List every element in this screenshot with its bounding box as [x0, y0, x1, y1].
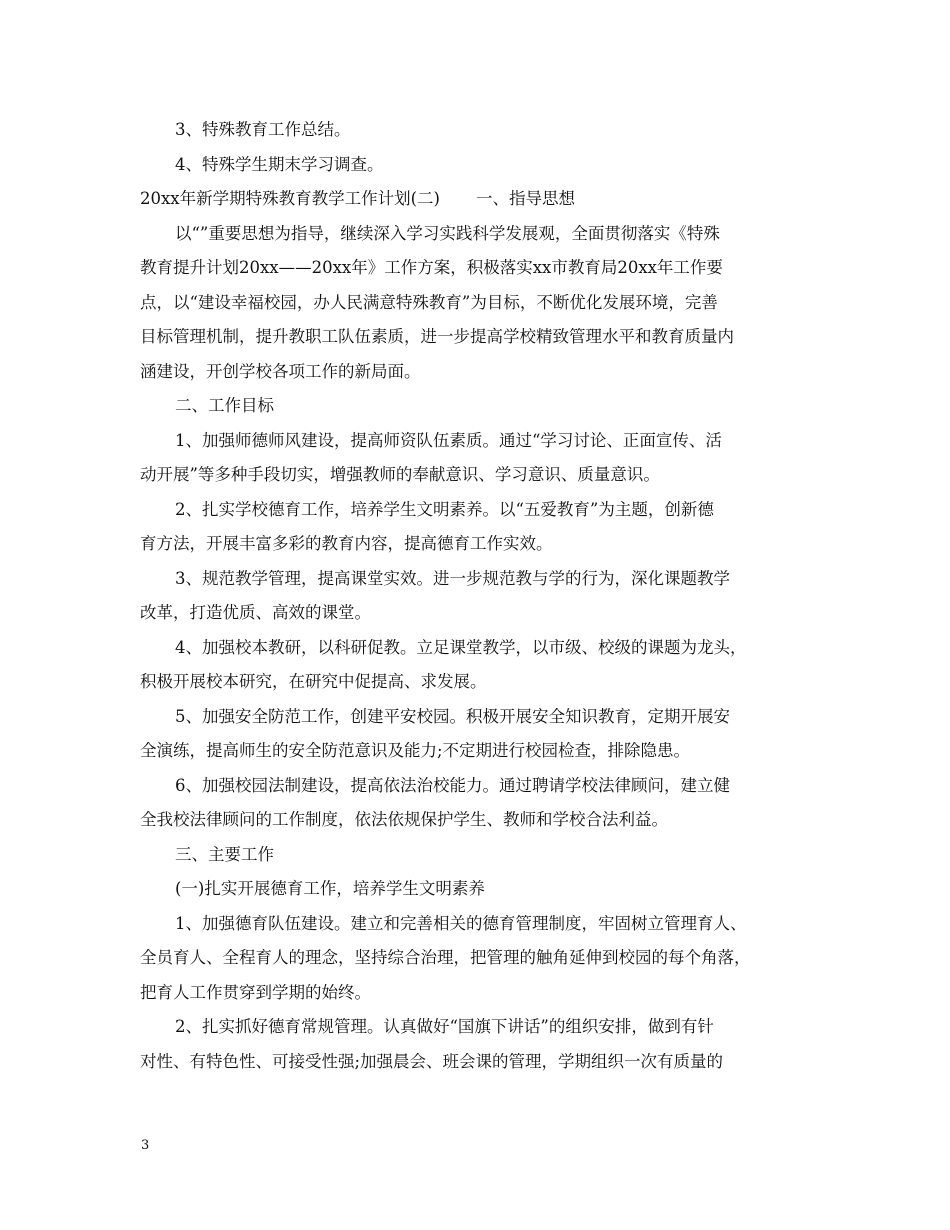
text-line: 3、特殊教育工作总结。 — [175, 120, 351, 139]
text-line: 三、主要工作 — [175, 844, 274, 864]
text-line: 以“”重要思想为指导，继续深入学习实践科学发展观，全面贯彻落实《特殊 — [175, 223, 720, 243]
text-line: 4、加强校本教研，以科研促教。立足课堂教学，以市级、校级的课题为龙头， — [175, 637, 747, 657]
document-heading: 20xx年新学期特殊教育教学工作计划(二) — [140, 189, 440, 208]
text-line: 二、工作目标 — [175, 396, 274, 415]
section-heading: 一、指导思想 — [475, 189, 575, 208]
text-line: 全员育人、全程育人的理念，坚持综合治理，把管理的触角延伸到校园的每个角落， — [140, 948, 751, 967]
text-line: 1、加强德育队伍建设。建立和完善相关的德育管理制度，牢固树立管理育人、 — [175, 913, 747, 933]
text-line: 1、加强师德师风建设，提高师资队伍素质。通过“学习讨论、正面宣传、活 — [175, 430, 722, 450]
text-line: 育方法，开展丰富多彩的教育内容，提高德育工作实效。 — [140, 534, 553, 553]
text-line — [140, 182, 812, 217]
text-line: 动开展”等多种手段切实，增强教师的奉献意识、学习意识、质量意识。 — [140, 465, 660, 484]
text-line: 涵建设，开创学校各项工作的新局面。 — [140, 361, 421, 381]
document-body — [140, 113, 812, 1079]
text-line: 5、加强安全防范工作，创建平安校园。积极开展安全知识教育，定期开展安 — [175, 706, 730, 726]
text-line: 教育提升计划20xx——20xx年》工作方案，积极落实xx市教育局20xx年工作要 — [140, 258, 723, 277]
text-line: 点，以“建设幸福校园，办人民满意特殊教育”为目标，不断优化发展环境，完善 — [140, 292, 718, 312]
text-line: (一)扎实开展德育工作，培养学生文明素养 — [175, 879, 485, 898]
text-line: 对性、有特色性、可接受性强;加强晨会、班会课的管理，学期组织一次有质量的 — [140, 1051, 724, 1071]
text-line: 把育人工作贯穿到学期的始终。 — [140, 982, 371, 1002]
text-line: 全演练，提高师生的安全防范意识及能力;不定期进行校园检查，排除隐患。 — [140, 741, 691, 760]
text-line: 改革，打造优质、高效的课堂。 — [140, 603, 371, 622]
text-line: 2、扎实抓好德育常规管理。认真做好“国旗下讲话”的组织安排，做到有针 — [175, 1017, 714, 1036]
text-line: 全我校法律顾问的工作制度，依法依规保护学生、教师和学校合法利益。 — [140, 810, 668, 829]
text-line: 6、加强校园法制建设，提高依法治校能力。通过聘请学校法律顾问，建立健 — [175, 775, 730, 795]
text-line: 2、扎实学校德育工作，培养学生文明素养。以“五爱教育”为主题，创新德 — [175, 499, 714, 519]
text-line: 目标管理机制，提升教职工队伍素质，进一步提高学校精致管理水平和教育质量内 — [140, 327, 734, 346]
text-line: 3、规范教学管理，提高课堂实效。进一步规范教与学的行为，深化课题教学 — [175, 568, 730, 588]
text-line: 积极开展校本研究，在研究中促提高、求发展。 — [140, 672, 487, 691]
page-number: 3 — [141, 1138, 150, 1153]
text-line: 4、特殊学生期末学习调查。 — [175, 154, 384, 174]
